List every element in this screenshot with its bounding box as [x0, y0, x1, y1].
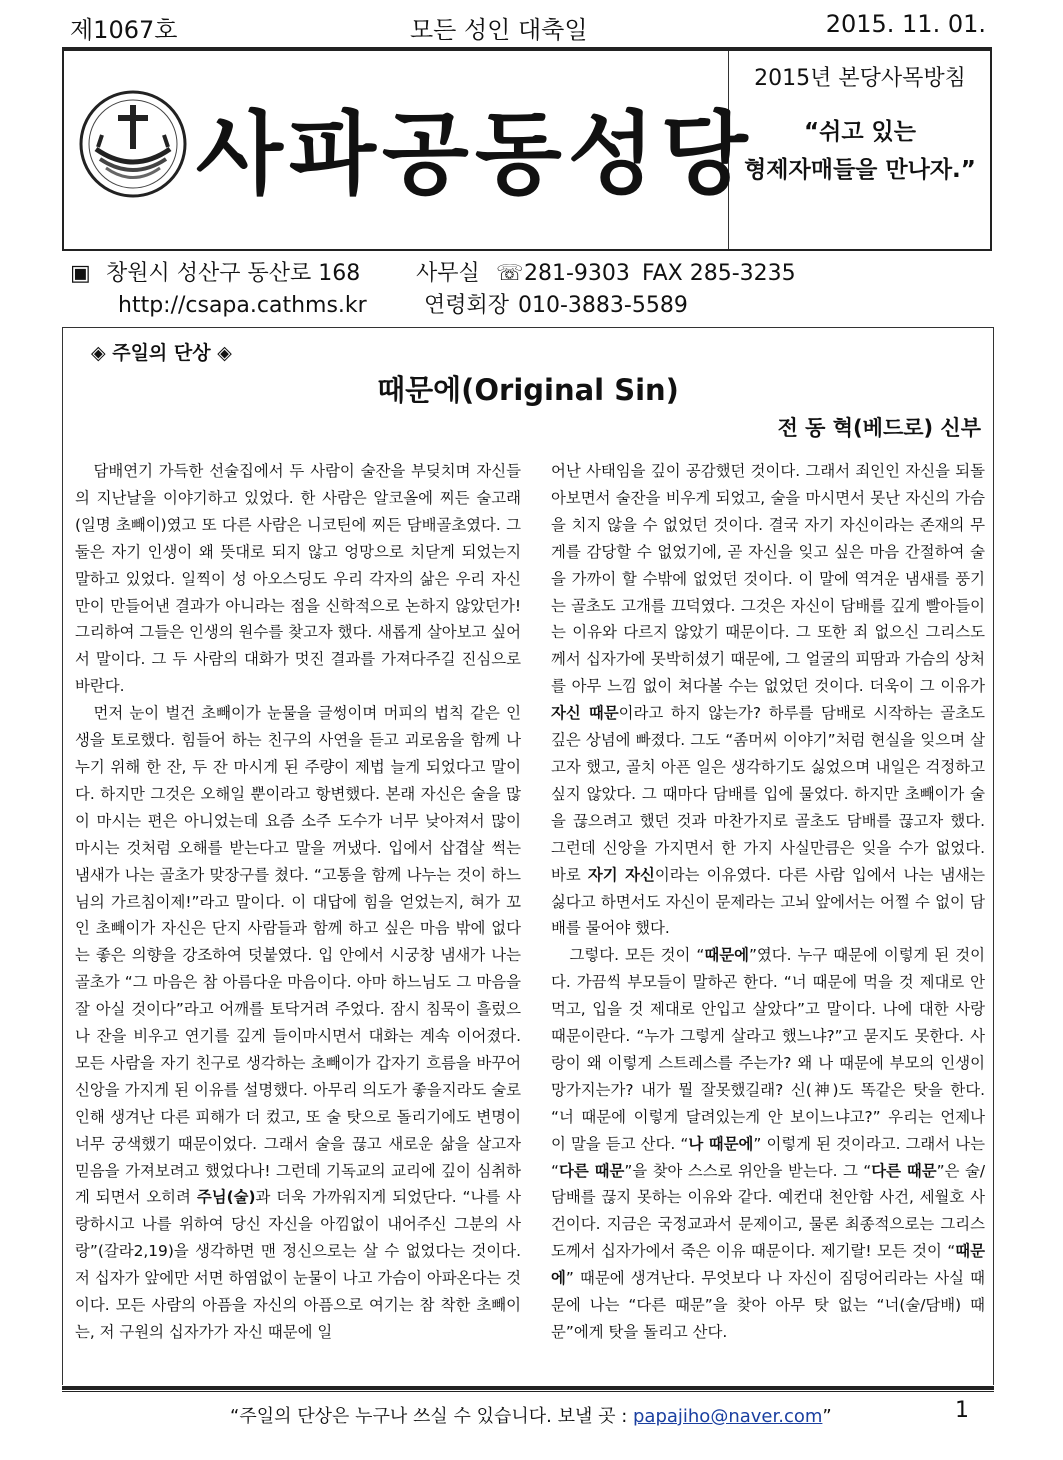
- issue-date: 2015. 11. 01.: [825, 10, 986, 38]
- contact-row-2: [70, 290, 970, 322]
- email-link[interactable]: papajiho@naver.com: [632, 1406, 823, 1427]
- motto-text: [728, 113, 992, 189]
- motto-line-2: 형제자매들을 만나자.”: [744, 157, 976, 183]
- issue-header: [62, 6, 996, 46]
- article-title: 때문에(Original Sin): [377, 373, 679, 407]
- office-label: 사무실: [416, 261, 480, 286]
- council-label: 연령회장: [424, 293, 510, 318]
- paragraph: 어난 사태임을 깊이 공감했던 것이다. 그래서 죄인인 자신을 되돌아보면서 술잔을 비우게 되었고, 술을 마시면서 못난 자신의 가슴을 치지 않을 수 없었던 것이다. 결국 자기 자신이라는 존재의 무게를 감당할 수 없었기에, 곧 자신을 잊고 싶은 마음 간절하여 술을 가까이 할 수밖에 없었던 것이다. 이 말에 역겨운 냄새를 풍기는 골초도 고개를 끄덕였다. 그것은 자신이 담배를 깊게 빨아들이는 이유와 다르지 않았기 때문이다. 그 또한 죄 없으신 그리스도께서 십자가에 못박히셨기 때문에, 그 얼굴의 피땀과 가슴의 상처를 아무 느낌 없이 쳐다볼 수는 없었던 것이다. 더욱이 그 이유가 자신 때문이라고 하지 않는가? 하루를 담배로 시작하는 골초도 깊은 상념에 빠졌다. 그도 “좀머씨 이야기”처럼 현실을 잊으며 살고자 했고, 골치 아픈 일은 생각하기도 싫었으며 내일은 걱정하고 싶지 않았다. 그 때마다 담배를 입에 물었다. 하지만 초빼이가 술을 끊으려고 했던 것과 마찬가지로 골초도 담배를 끊고자 했다. 그런데 신앙을 가지면서 한 가지 사실만큼은 잊을 수가 없었다. 바로 자기 자신이라는 이유였다. 다른 사람 입에서 나는 냄새는 싫다고 하면서도 자신이 문제라는 고뇌 앞에서는 어쩔 수 없이 담배를 물어야 했다.: [551, 462, 985, 938]
- contact-info: [70, 258, 970, 322]
- office-phone: 281-9303: [524, 261, 630, 286]
- masthead-brand-panel: [64, 51, 754, 249]
- footer-rule-thin: [62, 1391, 994, 1392]
- paragraph: 담배연기 가득한 선술집에서 두 사람이 술잔을 부딪치며 자신들의 지난날을 이야기하고 있었다. 한 사람은 알코올에 찌든 술고래(일명 초빼이)였고 또 다른 사람은 니코틴에 찌든 담배골초였다. 그 둘은 자기 인생이 왜 뜻대로 되지 않고 엉망으로 치닫게 되었는지 말하고 있었다. 일찍이 성 아오스딩도 우리 각자의 삶은 우리 자신만이 만들어낸 결과가 아니라는 점을 신학적으로 논하지 않았던가! 그리하여 그들은 인생의 원수를 찾고자 했다. 새롭게 살아보고 싶어서 말이다. 그 두 사람의 대화가 멋진 결과를 가져다주길 진심으로 바란다.: [75, 462, 521, 696]
- footer-note: “주일의 단상은 누구나 쓰실 수 있습니다. 보낼 곳 : papajiho@naver.com”: [230, 1406, 832, 1427]
- motto-year: 2015년 본당사목방침: [754, 66, 966, 91]
- parish-logo-icon: [78, 89, 188, 199]
- page-number: 1: [955, 1398, 969, 1423]
- article-column-left: [75, 458, 521, 1346]
- council-phone: 010-3883-5589: [518, 293, 688, 318]
- masthead: [62, 47, 992, 251]
- section-label: ◈ 주일의 단상 ◈: [91, 342, 232, 364]
- article-column-right: [551, 458, 985, 1346]
- phone-icon: ☏: [496, 261, 524, 286]
- footer-rule: [62, 1386, 994, 1390]
- issue-number: 제1067호: [70, 16, 178, 44]
- fax-number: FAX 285-3235: [642, 261, 796, 286]
- website-link[interactable]: http://csapa.cathms.kr: [118, 293, 367, 318]
- feast-name: 모든 성인 대축일: [410, 16, 588, 44]
- paragraph: 먼저 눈이 벌건 초빼이가 눈물을 글썽이며 머피의 법칙 같은 인생을 토로했다. 힘들어 하는 친구의 사연을 듣고 괴로움을 함께 나누기 위해 한 잔, 두 잔 마시게 된 주량이 제법 늘게 되었다고 말이다. 하지만 그것은 오해일 뿐이라고 항변했다. 본래 자신은 술을 많이 마시는 편은 아니었는데 요즘 소주 도수가 너무 낮아져서 많이 마시는 것처럼 오해를 받는다고 말을 꺼냈다. 입에서 삽겹살 썩는 냄새가 나는 골초가 맞장구를 쳤다. “고통을 함께 나누는 것이 하느님의 가르침이제!”라고 말이다. 이 대답에 힘을 얻었는지, 혀가 꼬인 초빼이가 자신은 단지 사람들과 함께 하고 싶은 마음 밖에 없다는 좋은 의향을 강조하여 덧붙였다. 입 안에서 시궁창 냄새가 나는 골초가 “그 마음은 참 아름다운 마음이다. 아마 하느님도 그 마음을 잘 아실 것이다”라고 어깨를 토닥거려 주었다. 잠시 침묵이 흘렀으나 잔을 비우고 연기를 깊게 들이마시면서 대화는 계속 이어졌다. 모든 사람을 자기 친구로 생각하는 초빼이가 갑자기 흐름을 바꾸어 신앙을 가지게 된 이유를 설명했다. 아무리 의도가 좋을지라도 술로 인해 생겨난 다른 피해가 더 컸고, 또 술 탓으로 돌리기에도 변명이 너무 궁색했기 때문이었다. 그래서 술을 끊고 새로운 삶을 살고자 믿음을 가져보려고 했었다나! 그런데 기독교의 교리에 깊이 심취하게 되면서 오히려 주님(술)과 더욱 가까워지게 되었단다. “나를 사랑하시고 나를 위하여 당신 자신을 아낌없이 내어주신 그분의 사랑”(갈라2,19)을 생각하면 맨 정신으로는 살 수 없었다는 것이다. 저 십자가 앞에만 서면 하염없이 눈물이 나고 가슴이 아파온다는 것이다. 모든 사람의 아픔을 자신의 아픔으로 여기는 참 착한 초빼이는, 저 구원의 십자가가 자신 때문에 일: [75, 704, 521, 1341]
- paragraph: 그렇다. 모든 것이 “때문에”였다. 누구 때문에 이렇게 된 것이다. 가끔씩 부모들이 말하곤 한다. “너 때문에 먹을 것 제대로 안먹고, 입을 것 제대로 안입고 살았다”고 말이다. 나에 대한 사랑 때문이란다. “누가 그렇게 살라고 했느냐?”고 묻지도 못한다. 사랑이 왜 이렇게 스트레스를 주는가? 왜 나 때문에 부모의 인생이 망가지는가? 내가 뭘 잘못했길래? 신(神)도 똑같은 탓을 한다. “너 때문에 이렇게 달려있는게 안 보이느냐고?” 우리는 언제나 이 말을 듣고 산다. “나 때문에” 이렇게 된 것이라고. 그래서 나는 “다른 때문”을 찾아 스스로 위안을 받는다. 그 “다른 때문”은 술/담배를 끊지 못하는 이유와 같다. 예컨대 천안함 사건, 세월호 사건이다. 지금은 국정교과서 문제이고, 물론 최종적으로는 그리스도께서 십자가에서 죽은 이유 때문이다. 제기랄! 모든 것이 “때문에” 때문에 생겨난다. 무엇보다 나 자신이 짐덩어리라는 사실 때문에 나는 “다른 때문”을 찾아 아무 탓 없는 “너(술/담배) 때문”에게 탓을 돌리고 산다.: [551, 946, 986, 1341]
- contact-row-1: [70, 258, 970, 290]
- address: 창원시 성산구 동산로 168: [106, 261, 361, 286]
- parish-name: 사파공동성당: [196, 101, 754, 207]
- motto-panel: [728, 51, 992, 249]
- motto-line-1: “쉬고 있는: [804, 119, 916, 145]
- article: [62, 327, 994, 1385]
- bullet-icon: ▣: [70, 261, 91, 286]
- article-author: 전 동 혁(베드로) 신부: [777, 416, 981, 440]
